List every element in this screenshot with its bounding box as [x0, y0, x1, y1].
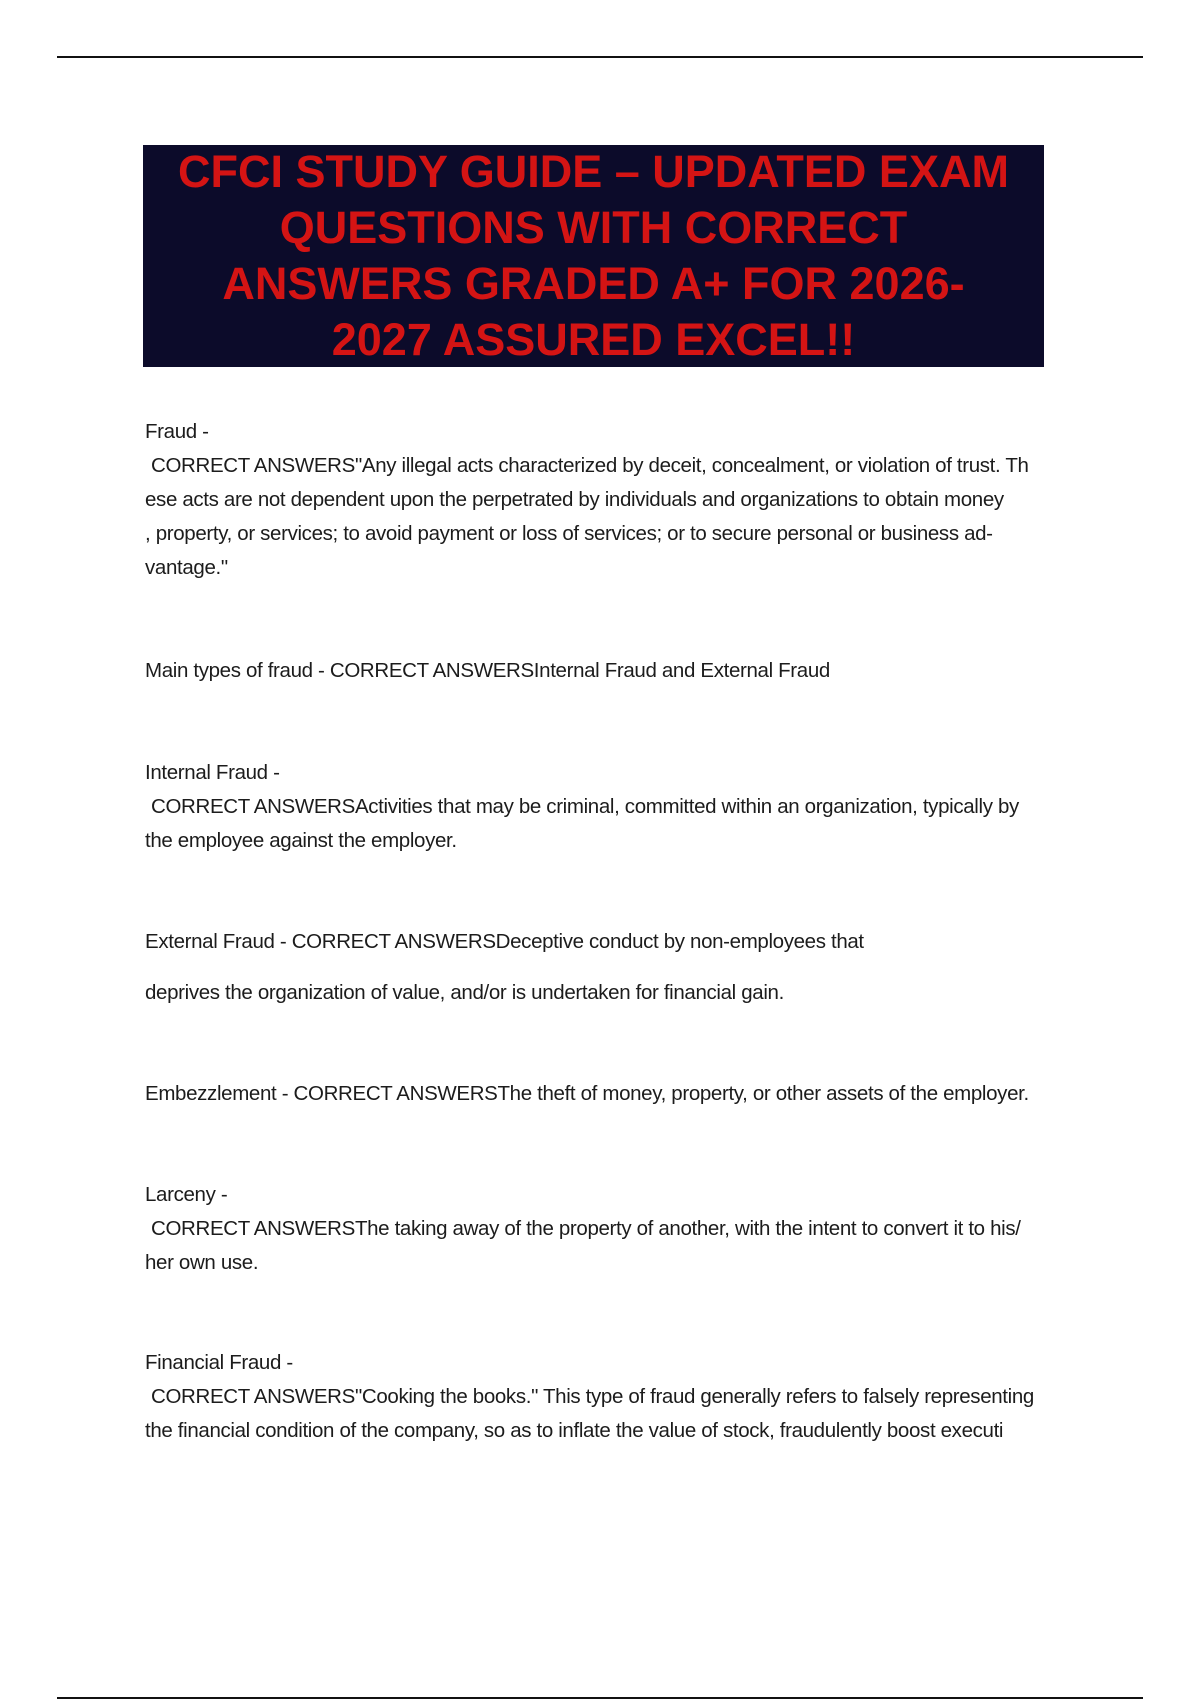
answer-line: the employee against the employer. — [145, 829, 457, 852]
answer-line: , property, or services; to avoid payment or loss of services; or to secure personal or business ad- — [145, 522, 993, 545]
answer-line: vantage." — [145, 556, 228, 579]
answer-line: her own use. — [145, 1251, 259, 1274]
answer-line: CORRECT ANSWERS"Any illegal acts characterized by deceit, concealment, or violation of trust. Th — [151, 454, 1029, 477]
title-line: 2027 ASSURED EXCEL!! — [331, 314, 856, 365]
entry-main-types-of-fraud — [145, 654, 1090, 688]
title-banner — [143, 145, 1044, 367]
answer-line: ese acts are not dependent upon the perpetrated by individuals and organizations to obtain money — [145, 488, 1004, 511]
term-line: Main types of fraud - CORRECT ANSWERSInternal Fraud and External Fraud — [145, 659, 830, 682]
answer-line: CORRECT ANSWERSActivities that may be criminal, committed within an organization, typically by — [151, 795, 1019, 818]
entry-financial-fraud — [145, 1346, 1090, 1448]
term-line: Embezzlement - CORRECT ANSWERSThe theft of money, property, or other assets of the employer. — [145, 1082, 1029, 1105]
answer-line: deprives the organization of value, and/or is undertaken for financial gain. — [145, 981, 784, 1004]
title-line: QUESTIONS WITH CORRECT — [279, 202, 908, 253]
entry-internal-fraud — [145, 756, 1090, 858]
term-line: External Fraud - CORRECT ANSWERSDeceptive conduct by non-employees that — [145, 930, 864, 953]
title-line: ANSWERS GRADED A+ FOR 2026- — [222, 258, 965, 309]
title-line: CFCI STUDY GUIDE – UPDATED EXAM — [178, 146, 1009, 197]
bottom-rule — [57, 1697, 1143, 1699]
term-label: Internal Fraud - — [145, 761, 280, 784]
top-rule — [57, 56, 1143, 58]
term-label: Larceny - — [145, 1183, 228, 1206]
entry-larceny — [145, 1178, 1090, 1280]
entry-external-fraud — [145, 925, 1090, 1010]
term-label: Financial Fraud - — [145, 1351, 293, 1374]
entry-fraud — [145, 415, 1090, 585]
entry-embezzlement — [145, 1077, 1090, 1111]
term-label: Fraud - — [145, 420, 209, 443]
answer-line: CORRECT ANSWERS"Cooking the books." This type of fraud generally refers to falsely representing — [151, 1385, 1034, 1408]
answer-line: the financial condition of the company, so as to inflate the value of stock, fraudulently boost executi — [145, 1419, 1004, 1442]
answer-line: CORRECT ANSWERSThe taking away of the property of another, with the intent to convert it to his/ — [151, 1217, 1021, 1240]
